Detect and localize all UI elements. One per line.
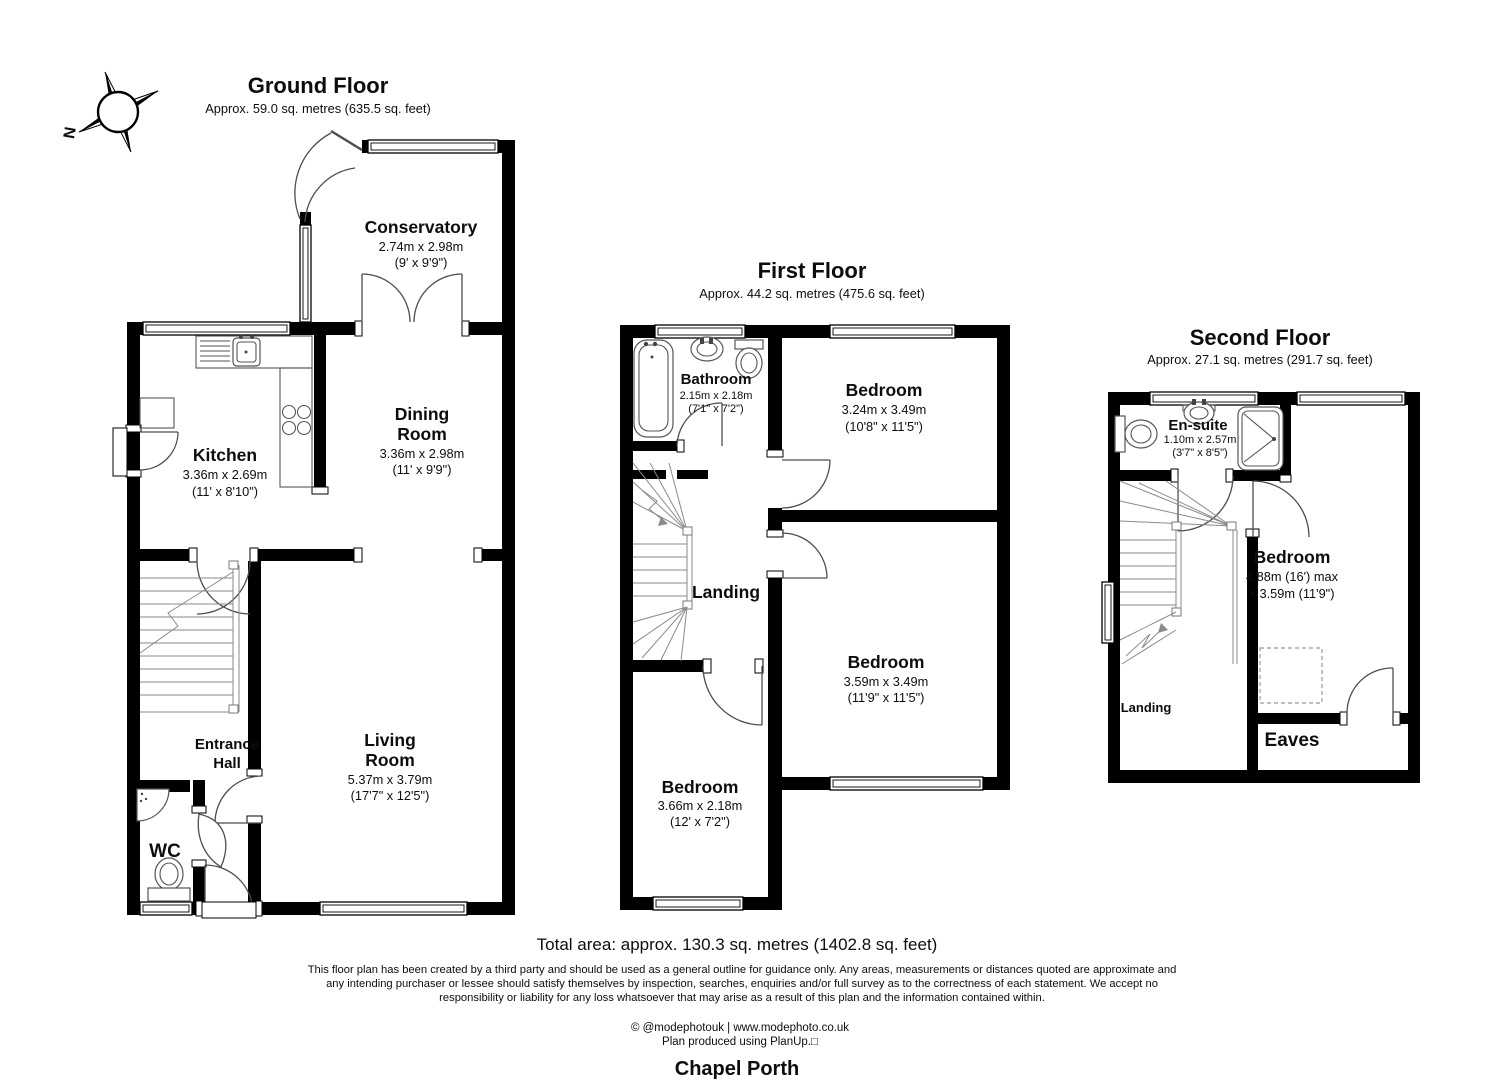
landing-first-label: Landing: [691, 582, 761, 602]
window: [140, 902, 192, 915]
ground-floor-plan: [113, 73, 515, 918]
window: [655, 325, 745, 338]
kitchen-label: Kitchen: [192, 445, 258, 465]
second-floor-plan: [1102, 325, 1420, 783]
bedroom-two-imperial: (11'9" x 11'5"): [847, 690, 925, 705]
eaves-label: Eaves: [1264, 730, 1320, 751]
ground-floor-area: Approx. 59.0 sq. metres (635.5 sq. feet): [205, 101, 431, 116]
first-floor-area: Approx. 44.2 sq. metres (475.6 sq. feet): [699, 286, 925, 301]
ground-floor-title: Ground Floor: [247, 73, 389, 98]
window: [830, 777, 983, 790]
conservatory-metric: 2.74m x 2.98m: [378, 239, 464, 254]
property-name: Chapel Porth: [674, 1058, 800, 1080]
produced-text: Plan produced using PlanUp.□: [662, 1036, 818, 1048]
ground-floor-stairs: [140, 561, 239, 713]
living-room-label-1: Living: [364, 730, 416, 750]
bathroom-imperial: (7'1" x 7'2"): [688, 403, 744, 415]
bedroom-one-label: Bedroom: [845, 380, 923, 400]
conservatory-imperial: (9' x 9'9"): [394, 255, 448, 270]
disclaimer-line-3: responsibility or liability for any loss whatsoever that may arise as a result of this plan and the information contained within.: [439, 992, 1045, 1004]
dining-room-label-2: Room: [397, 424, 447, 444]
hob-icon: [283, 406, 311, 435]
bedroom-one-imperial: (10'8" x 11'5"): [845, 419, 923, 434]
bedroom-three-imperial: (12' x 7'2"): [670, 814, 730, 829]
bedroom-two-label: Bedroom: [847, 652, 925, 672]
disclaimer-line-2: any intending purchaser or lessee should satisfy themselves by inspection, searches, enquiries and/or full survey as to the correctness of each statement. We accept no: [326, 978, 1158, 990]
wc-door-leaf: [198, 814, 225, 867]
shower-icon: [1238, 407, 1283, 470]
second-floor-area: Approx. 27.1 sq. metres (291.7 sq. feet): [1147, 352, 1373, 367]
entrance-hall-label-1: Entrance: [194, 736, 260, 753]
bathroom-sink-icon: [691, 337, 723, 361]
kitchen-metric: 3.36m x 2.69m: [182, 467, 268, 482]
dining-room-imperial: (11' x 9'9"): [392, 462, 452, 477]
dining-room-metric: 3.36m x 2.98m: [379, 446, 465, 461]
bedroom-two-metric: 3.59m x 3.49m: [843, 674, 929, 689]
disclaimer-line-1: This floor plan has been created by a third party and should be used as a general outline for guidance only. Any areas, measurements or distances quoted are approximate and: [307, 964, 1177, 976]
conservatory-label: Conservatory: [364, 217, 478, 237]
bathroom-label: Bathroom: [680, 371, 752, 388]
window: [653, 897, 743, 910]
wc-toilet-icon: [148, 858, 190, 901]
living-room-metric: 5.37m x 3.79m: [347, 772, 433, 787]
ensuite-label: En-suite: [1168, 417, 1228, 434]
kitchen-imperial: (11' x 8'10"): [191, 484, 259, 499]
first-floor-title: First Floor: [757, 258, 867, 283]
bath-icon: [634, 340, 673, 437]
total-area-text: Total area: approx. 130.3 sq. metres (1402.8 sq. feet): [536, 935, 938, 954]
bedroom-master-label: Bedroom: [1253, 547, 1331, 567]
loft-hatch-outline: [1260, 648, 1322, 703]
window: [1102, 582, 1114, 643]
window: [143, 322, 290, 335]
ground-floor-walls: [127, 140, 515, 915]
living-room-label-2: Room: [365, 750, 415, 770]
ensuite-metric: 1.10m x 2.57m: [1163, 434, 1237, 446]
window: [1297, 392, 1405, 405]
first-floor-plan: [620, 258, 1010, 910]
window: [300, 225, 311, 322]
wc-basin-icon: [137, 789, 169, 821]
first-floor-doors: [677, 403, 830, 725]
bedroom-three-metric: 3.66m x 2.18m: [657, 798, 743, 813]
landing-second-label: Landing: [1120, 700, 1172, 715]
window: [368, 140, 498, 153]
bathroom-metric: 2.15m x 2.18m: [679, 390, 753, 402]
first-floor-stairs: [633, 463, 692, 661]
compass-north-label: N: [61, 125, 80, 141]
second-floor-title: Second Floor: [1189, 325, 1331, 350]
dining-room-label-1: Dining: [394, 404, 450, 424]
window: [320, 902, 467, 915]
compass-rose-icon: [61, 72, 158, 152]
window: [830, 325, 955, 338]
entrance-hall-label-2: Hall: [213, 755, 241, 772]
bedroom-master-metric: 4.88m (16') max: [1245, 569, 1339, 584]
credit-text: © @modephotouk | www.modephoto.co.uk: [630, 1022, 850, 1034]
footer: [308, 935, 1177, 1080]
bedroom-master-imperial: x 3.59m (11'9"): [1249, 586, 1335, 601]
bedroom-three-label: Bedroom: [661, 777, 739, 797]
ensuite-toilet-icon: [1115, 416, 1157, 452]
wc-label: WC: [149, 841, 181, 862]
ensuite-imperial: (3'7" x 8'5"): [1172, 447, 1228, 459]
bedroom-one-metric: 3.24m x 3.49m: [841, 402, 927, 417]
living-room-imperial: (17'7" x 12'5"): [350, 788, 430, 803]
